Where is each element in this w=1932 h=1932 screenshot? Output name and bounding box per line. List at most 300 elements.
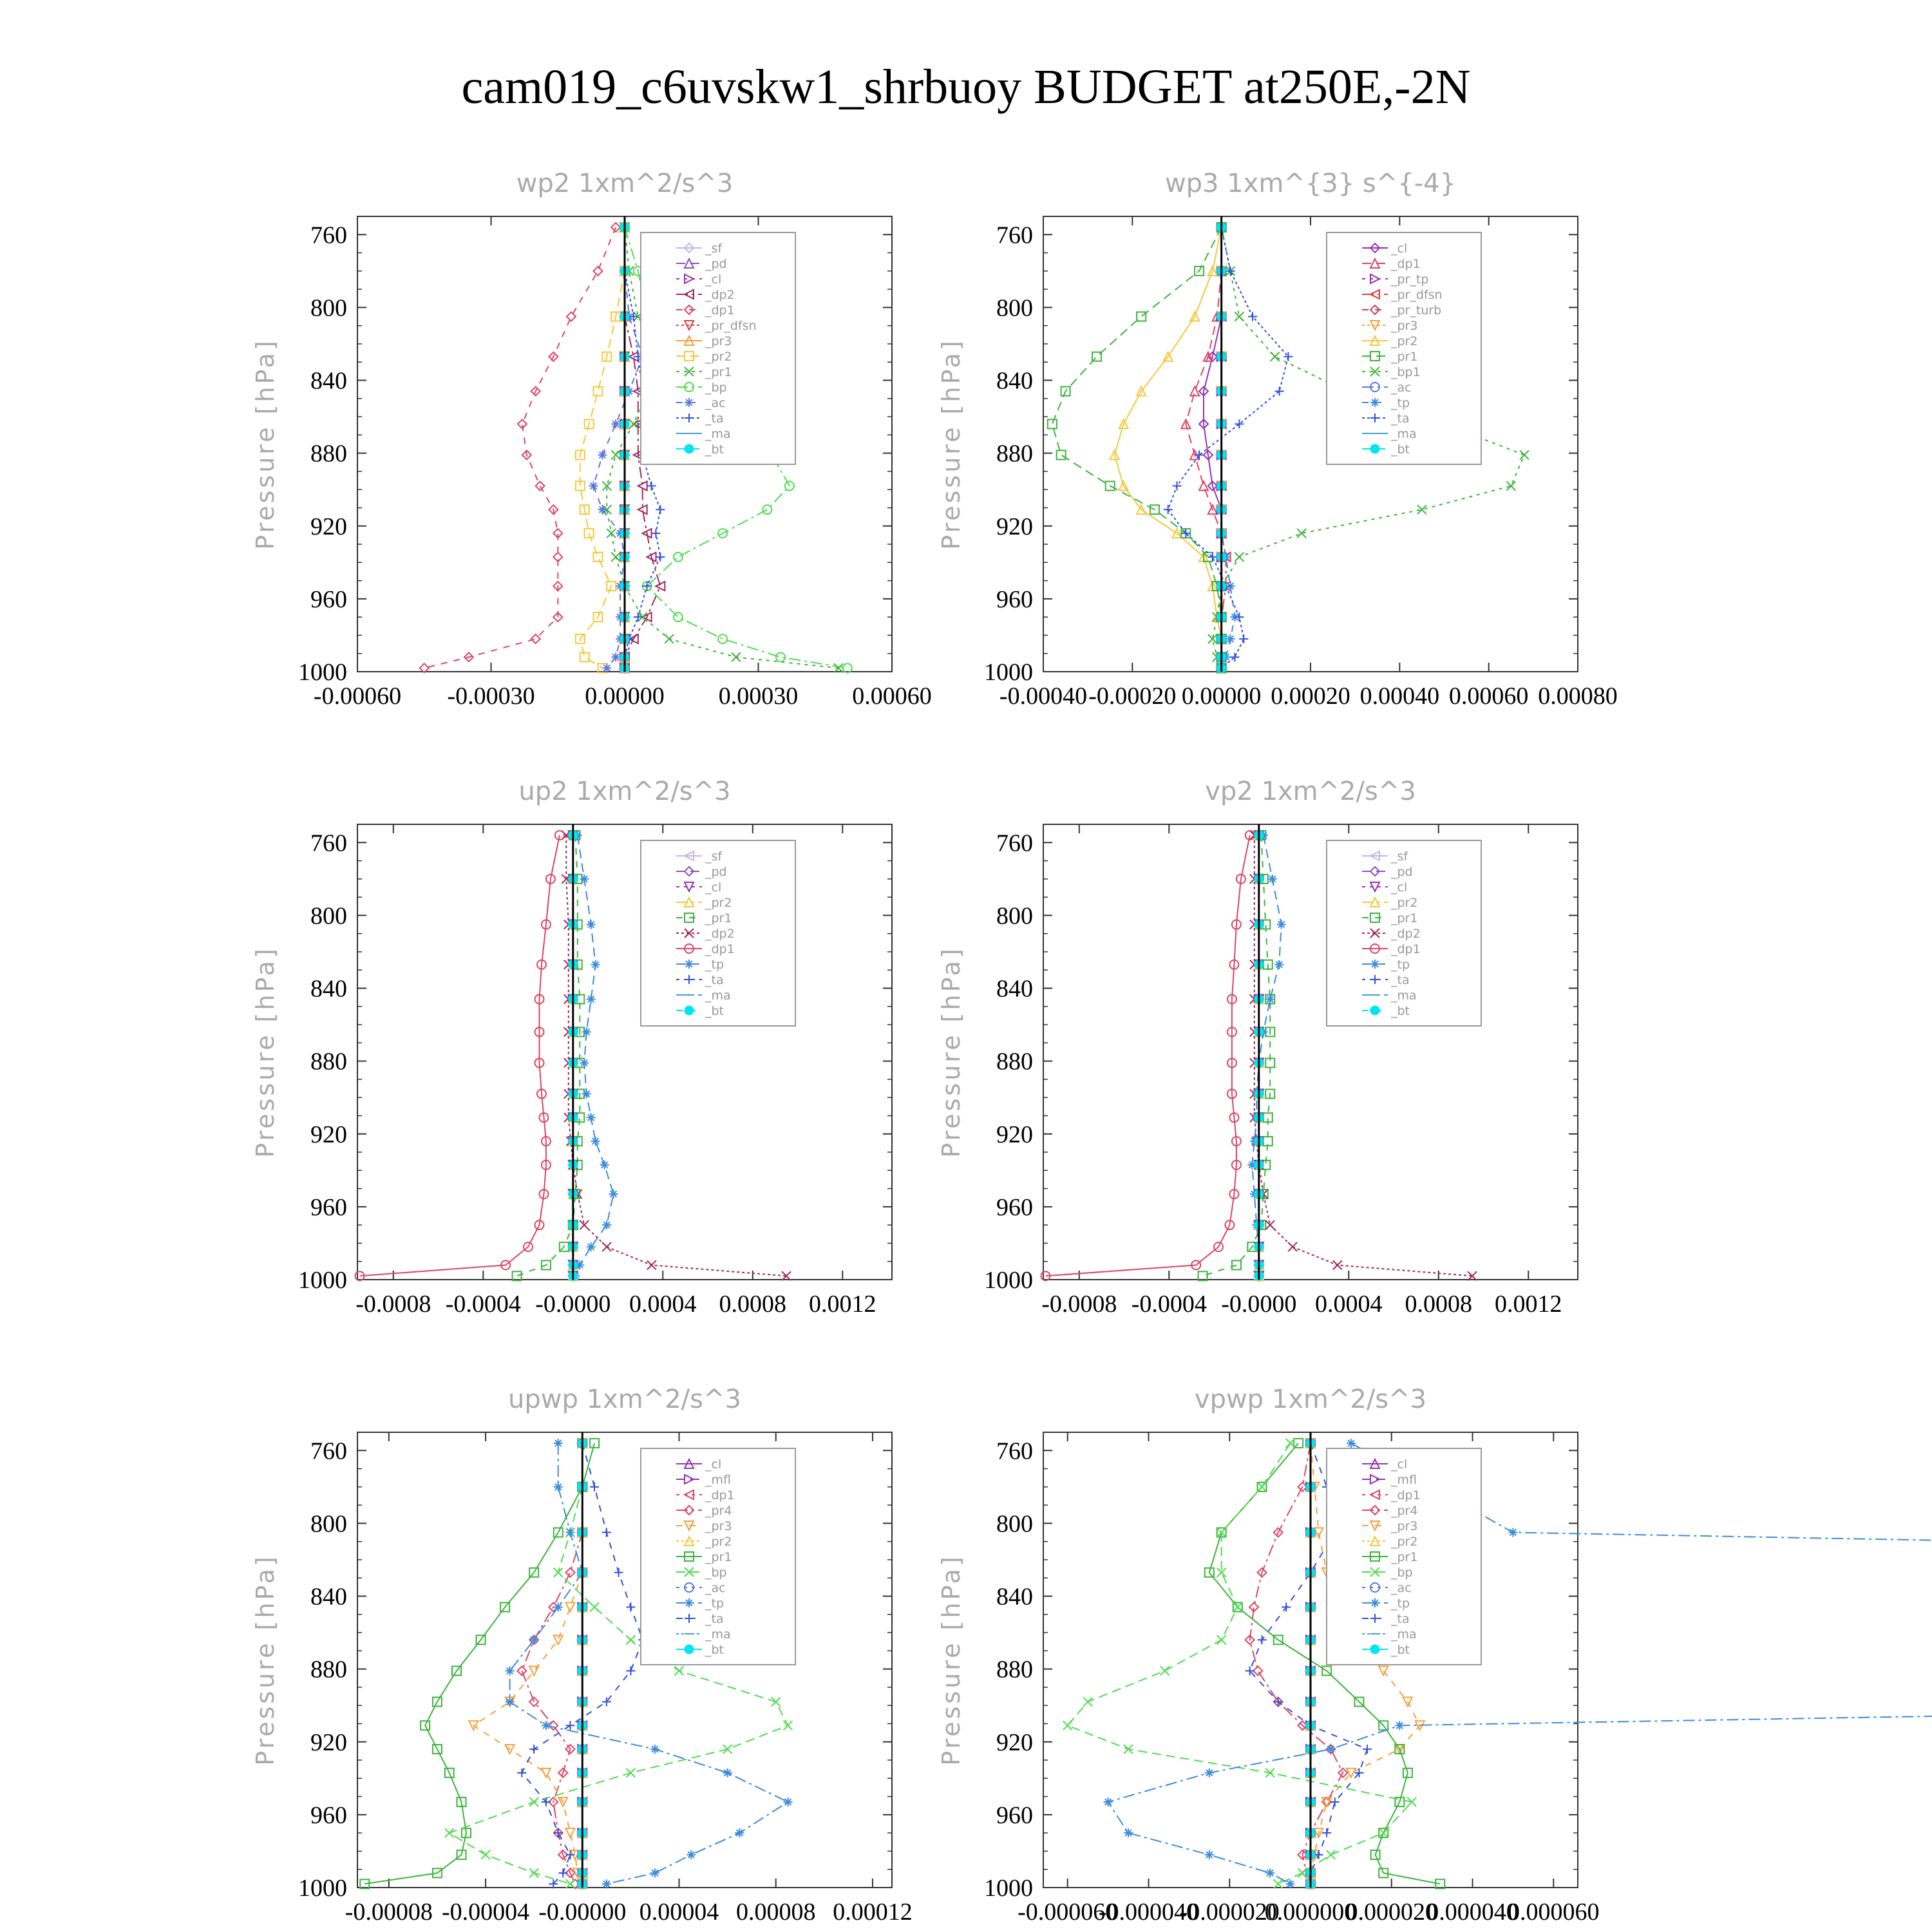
data-point <box>554 1635 563 1644</box>
legend-label: _bt <box>1391 1643 1410 1657</box>
data-point <box>1160 1666 1170 1675</box>
legend-label: _sf <box>705 242 723 256</box>
panel-3 <box>251 777 892 1318</box>
legend <box>1327 840 1481 1026</box>
legend-label: _tp <box>1391 1596 1410 1611</box>
data-point <box>611 419 620 428</box>
data-point <box>674 553 683 562</box>
data-point <box>723 1768 732 1777</box>
legend <box>641 1448 795 1665</box>
data-point <box>591 1137 600 1146</box>
y-tick-label: 960 <box>310 1193 347 1221</box>
data-point <box>1217 1635 1226 1644</box>
panel-title: up2 1xm^2/s^3 <box>518 777 731 806</box>
data-point <box>1048 419 1057 428</box>
y-tick-label: 880 <box>310 1656 347 1683</box>
x-tick-label: 0.00004 <box>639 1899 719 1926</box>
legend-label: _pr2 <box>705 896 732 910</box>
x-tick-label: 0.00040 <box>1359 683 1440 710</box>
series-line <box>1168 227 1289 668</box>
data-point <box>675 1666 684 1675</box>
legend-label: _ma <box>705 1627 731 1642</box>
figure-title: cam019_c6uvskw1_shrbuoy BUDGET at250E,-2N <box>461 60 1471 114</box>
x-tick-label: 0.00000 <box>1181 683 1262 710</box>
legend-label: _cl <box>705 272 722 287</box>
data-point <box>1395 1721 1404 1730</box>
legend-label: _pr1 <box>705 365 732 379</box>
panel-4 <box>937 777 1578 1318</box>
data-point <box>565 1828 574 1837</box>
legend-label: _pr1 <box>705 1550 732 1564</box>
legend-label: _pr4 <box>1391 1504 1418 1518</box>
data-point <box>1253 1666 1262 1675</box>
data-point <box>1057 450 1066 459</box>
data-point <box>542 1768 551 1777</box>
legend-label: _dp2 <box>705 288 735 302</box>
x-tick-label: -0.0004 <box>445 1291 521 1318</box>
series-pr2 <box>576 223 629 672</box>
legend-label: _bp1 <box>1391 365 1421 379</box>
series-tp <box>1104 1439 1932 1888</box>
data-point <box>580 875 589 884</box>
x-tick-label: -0.00030 <box>447 683 535 710</box>
legend-marker <box>1370 398 1379 407</box>
x-tick-label: 0.00030 <box>718 683 799 710</box>
legend-label: _ma <box>705 989 731 1003</box>
data-point <box>1226 634 1235 643</box>
x-tick-label: -0.00040 <box>999 683 1088 710</box>
data-point <box>1508 1528 1517 1537</box>
x-tick-label: 0.0004 <box>1315 1291 1383 1318</box>
x-tick-label: -0.00020 <box>1088 683 1177 710</box>
legend <box>641 840 795 1026</box>
y-axis-label: Pressure [hPa] <box>251 1554 279 1766</box>
data-point <box>626 1635 635 1644</box>
data-point <box>784 1721 793 1730</box>
data-point <box>1235 612 1244 621</box>
y-tick-label: 760 <box>310 1437 347 1465</box>
data-point <box>735 1828 744 1837</box>
y-tick-label: 920 <box>310 513 347 540</box>
legend-label: _sf <box>705 849 723 864</box>
data-point <box>1239 634 1248 643</box>
y-tick-label: 840 <box>310 1583 347 1611</box>
x-tick-label: -0.0004 <box>1131 1291 1207 1318</box>
legend-label: _pr2 <box>705 1535 732 1549</box>
data-point <box>1258 1482 1267 1492</box>
data-point <box>1322 1828 1331 1837</box>
legend-label: _ma <box>1391 1627 1417 1642</box>
series-line <box>424 227 616 668</box>
data-point <box>1265 1220 1274 1229</box>
data-point <box>587 994 596 1003</box>
data-point <box>650 1745 659 1754</box>
legend-label: _dp2 <box>705 927 735 941</box>
legend-label: _pr2 <box>705 350 732 364</box>
legend-marker <box>685 444 694 453</box>
x-tick-label: 0.0012 <box>809 1291 876 1318</box>
data-point <box>1363 1745 1372 1754</box>
data-point <box>565 1528 574 1537</box>
data-point <box>565 1602 574 1611</box>
legend-label: _pr_dfsn <box>1391 288 1443 302</box>
plot-frame <box>1043 824 1578 1280</box>
data-point <box>602 1220 611 1229</box>
x-tick-label: 0.0012 <box>1495 1291 1562 1318</box>
data-point <box>626 1768 635 1777</box>
legend-label: _pr3 <box>705 1519 732 1533</box>
series-dp1 <box>355 831 564 1280</box>
plot-frame <box>357 824 892 1280</box>
data-point <box>1265 994 1274 1003</box>
legend-label: _bp <box>1391 1566 1413 1580</box>
series-line <box>522 1443 582 1884</box>
y-axis-label: Pressure [hPa] <box>251 946 279 1158</box>
y-tick-label: 880 <box>310 440 347 468</box>
x-tick-label: 0.00060 <box>1448 683 1529 710</box>
y-tick-label: 800 <box>310 1510 347 1538</box>
data-point <box>506 1666 515 1675</box>
data-point <box>1063 1721 1072 1730</box>
data-point <box>1208 553 1217 562</box>
y-tick-label: 960 <box>996 1193 1033 1221</box>
y-tick-label: 920 <box>310 1728 347 1756</box>
series-pr4 <box>517 1439 587 1888</box>
data-point <box>554 1602 563 1611</box>
data-point <box>1104 1797 1113 1806</box>
x-tick-label: 0.00020 <box>1271 683 1350 710</box>
data-point <box>650 1868 659 1877</box>
data-point <box>542 1721 551 1730</box>
series-line <box>1252 835 1281 1276</box>
y-tick-label: 800 <box>996 1510 1033 1538</box>
data-point <box>656 582 665 591</box>
x-tick-label: 0.00008 <box>735 1899 816 1926</box>
legend-label: _cl <box>705 880 722 895</box>
data-point <box>1275 386 1284 395</box>
y-tick-label: 800 <box>996 294 1033 322</box>
legend-marker <box>1370 1598 1379 1607</box>
data-point <box>529 1635 538 1644</box>
data-point <box>626 1602 635 1611</box>
panel-title: upwp 1xm^2/s^3 <box>508 1385 741 1414</box>
y-tick-label: 960 <box>310 585 347 613</box>
legend-label: _ta <box>705 1612 724 1626</box>
series-line <box>580 227 625 668</box>
x-tick-label: -0.0008 <box>1041 1291 1117 1318</box>
y-tick-label: 760 <box>996 1437 1033 1465</box>
legend-label: _tp <box>1391 958 1410 972</box>
y-tick-label: 800 <box>310 294 347 322</box>
data-point <box>567 312 576 321</box>
series-line <box>1203 835 1271 1276</box>
data-point <box>1282 1602 1291 1611</box>
y-tick-label: 840 <box>996 1583 1033 1611</box>
y-tick-label: 1000 <box>984 1267 1033 1294</box>
x-tick-label: -0.00004 <box>441 1899 530 1926</box>
data-point <box>554 1568 563 1577</box>
data-point <box>611 553 620 562</box>
plot-frame <box>1043 216 1578 672</box>
legend-marker <box>685 960 694 969</box>
legend-label: _mfl <box>705 1473 731 1487</box>
data-point <box>1265 1868 1274 1877</box>
x-tick-label: -0.000020 <box>1179 1899 1280 1926</box>
data-point <box>1326 1745 1335 1754</box>
legend-label: _dp1 <box>705 942 735 956</box>
data-point <box>1322 1797 1331 1806</box>
data-point <box>1333 1260 1342 1269</box>
panel-title: wp3 1xm^{3} s^{-4} <box>1164 169 1457 198</box>
data-point <box>554 1482 563 1492</box>
y-tick-label: 920 <box>996 1728 1033 1756</box>
data-point <box>1190 386 1199 395</box>
x-tick-label: 0.000040 <box>1426 1899 1519 1926</box>
data-point <box>529 1797 538 1806</box>
series-line <box>1046 835 1250 1276</box>
legend-label: _ta <box>1391 973 1410 987</box>
series-tp <box>1247 831 1285 1280</box>
data-point <box>558 1868 567 1877</box>
panel-2 <box>937 169 1618 710</box>
y-tick-label: 800 <box>310 902 347 930</box>
series-tp <box>571 831 618 1280</box>
data-point <box>589 482 598 491</box>
data-point <box>531 634 540 643</box>
legend <box>1327 1448 1481 1665</box>
legend-marker <box>685 1645 694 1654</box>
x-tick-label: 0.00012 <box>833 1899 913 1926</box>
data-point <box>1277 920 1286 929</box>
data-point <box>1258 1635 1267 1644</box>
legend-label: _tp <box>705 958 724 972</box>
data-point <box>1271 352 1280 361</box>
legend-label: _pr1 <box>1391 911 1418 925</box>
plot-frame <box>357 1432 892 1888</box>
legend <box>1327 232 1481 464</box>
data-point <box>582 1027 591 1036</box>
x-tick-label: 0.00000 <box>585 683 665 710</box>
legend-marker <box>1370 1006 1379 1015</box>
data-point <box>602 1528 611 1537</box>
series-line <box>1108 1443 1932 1884</box>
y-tick-label: 1000 <box>298 1267 347 1294</box>
legend-label: _tp <box>705 1596 724 1611</box>
data-point <box>656 505 665 514</box>
legend-label: _pr2 <box>1391 334 1418 348</box>
y-tick-label: 840 <box>310 367 347 395</box>
legend-label: _mfl <box>1391 1473 1417 1487</box>
legend-label: _dp1 <box>705 303 735 317</box>
legend-label: _pr4 <box>705 1504 732 1518</box>
legend-label: _bp <box>705 1566 727 1580</box>
series-pr1 <box>1198 831 1275 1280</box>
data-point <box>1347 1439 1356 1448</box>
legend-marker <box>685 1598 694 1607</box>
x-tick-label: 0.00080 <box>1538 683 1618 710</box>
panel-6 <box>937 1385 1932 1926</box>
series-line <box>365 1443 594 1884</box>
data-point <box>723 1745 732 1754</box>
data-point <box>1288 1242 1297 1251</box>
data-point <box>1233 1602 1242 1611</box>
y-tick-label: 840 <box>996 975 1033 1003</box>
x-tick-label: 0.0008 <box>1405 1291 1473 1318</box>
x-tick-label: -0.00000 <box>538 1899 627 1926</box>
data-point <box>609 1189 618 1198</box>
series-ta <box>1164 223 1293 672</box>
x-tick-label: 0.00060 <box>852 683 932 710</box>
data-point <box>1274 960 1283 969</box>
data-point <box>582 1090 591 1099</box>
series-pr1 <box>1048 223 1226 672</box>
data-point <box>565 1568 574 1577</box>
data-point <box>529 1868 538 1877</box>
data-point <box>1164 505 1173 514</box>
data-point <box>580 1058 589 1067</box>
legend-label: _tp <box>1391 396 1410 410</box>
legend-marker <box>1370 960 1379 969</box>
data-point <box>587 1113 596 1122</box>
panel-1 <box>251 169 932 710</box>
data-point <box>1235 553 1244 562</box>
x-tick-label: 0.000020 <box>1345 1899 1438 1926</box>
series-dp1 <box>420 223 620 672</box>
y-tick-label: 960 <box>996 585 1033 613</box>
x-tick-label: -0.0000 <box>535 1291 611 1318</box>
y-tick-label: 960 <box>310 1801 347 1829</box>
data-point <box>580 1220 589 1229</box>
y-axis-label: Pressure [hPa] <box>937 946 965 1158</box>
data-point <box>565 1850 574 1859</box>
y-tick-label: 920 <box>996 513 1033 540</box>
y-tick-label: 880 <box>996 1048 1033 1075</box>
legend-label: _pr3 <box>1391 1519 1418 1533</box>
data-point <box>587 1242 596 1251</box>
x-tick-label: -0.0000 <box>1221 1291 1297 1318</box>
y-tick-label: 880 <box>996 440 1033 468</box>
legend-label: _bt <box>705 1004 724 1018</box>
y-tick-label: 760 <box>310 222 347 249</box>
legend-label: _ac <box>1391 1581 1412 1595</box>
data-point <box>1274 1698 1283 1707</box>
data-point <box>1520 450 1529 459</box>
legend-label: _dp1 <box>1391 1488 1421 1502</box>
data-point <box>651 529 660 538</box>
legend-label: _ac <box>1391 381 1412 395</box>
x-tick-label: 0.0004 <box>629 1291 697 1318</box>
data-point <box>626 1666 635 1675</box>
legend-marker <box>685 398 694 407</box>
y-tick-label: 840 <box>996 367 1033 395</box>
y-tick-label: 960 <box>996 1801 1033 1829</box>
legend-label: _pr_tp <box>1391 272 1429 287</box>
legend-label: _pr3 <box>1391 319 1418 333</box>
series-line <box>360 835 560 1276</box>
data-point <box>665 634 674 643</box>
data-point <box>1173 482 1182 491</box>
legend-marker <box>685 1006 694 1015</box>
y-tick-label: 1000 <box>984 1875 1033 1902</box>
legend-label: _pd <box>1391 865 1413 879</box>
legend-label: _dp1 <box>1391 257 1421 271</box>
y-tick-label: 1000 <box>298 659 347 686</box>
y-tick-label: 880 <box>310 1048 347 1075</box>
x-tick-label: -0.00060 <box>313 683 402 710</box>
data-point <box>674 612 683 621</box>
series-pr3 <box>469 1439 587 1888</box>
y-tick-label: 1000 <box>298 1875 347 1902</box>
data-point <box>594 386 603 395</box>
data-point <box>687 1850 696 1859</box>
legend-label: _pr2 <box>1391 896 1418 910</box>
data-point <box>1199 482 1208 491</box>
panel-title: vpwp 1xm^2/s^3 <box>1194 1385 1427 1414</box>
data-point <box>614 1568 623 1577</box>
panel-5 <box>251 1385 913 1926</box>
series-dp1 <box>1041 831 1254 1280</box>
legend-label: _ta <box>705 973 724 987</box>
y-tick-label: 1000 <box>984 659 1033 686</box>
y-tick-label: 840 <box>310 975 347 1003</box>
legend-label: _bt <box>705 442 724 457</box>
data-point <box>445 1828 454 1837</box>
legend-label: _ac <box>705 396 726 410</box>
data-point <box>602 1879 611 1888</box>
data-point <box>529 1666 538 1675</box>
data-point <box>554 1828 563 1837</box>
data-point <box>594 553 603 562</box>
data-point <box>1230 652 1239 661</box>
legend-label: _dp1 <box>705 1488 735 1502</box>
legend-label: _pd <box>705 865 727 879</box>
data-point <box>1268 875 1277 884</box>
legend-label: _pr3 <box>705 334 732 348</box>
data-point <box>602 1242 611 1251</box>
data-point <box>554 1439 563 1448</box>
data-point <box>718 634 727 643</box>
x-tick-label: -0.000040 <box>1098 1899 1199 1926</box>
data-point <box>656 553 665 562</box>
data-point <box>580 652 589 661</box>
series-line <box>1204 227 1222 668</box>
data-point <box>732 652 741 661</box>
legend-label: _sf <box>1391 849 1408 864</box>
data-point <box>590 1439 599 1448</box>
legend-label: _bt <box>1391 442 1410 457</box>
data-point <box>1083 1698 1092 1707</box>
legend-label: _dp1 <box>1391 942 1421 956</box>
data-point <box>600 1160 609 1170</box>
legend-label: _ma <box>705 427 731 441</box>
legend-label: _pr_dfsn <box>705 319 757 333</box>
legend-label: _cl <box>705 1457 722 1472</box>
legend-label: _pr1 <box>705 911 732 925</box>
data-point <box>1205 1850 1214 1859</box>
legend <box>641 232 795 464</box>
x-tick-label: -0.0008 <box>355 1291 431 1318</box>
legend-label: _ma <box>1391 427 1417 441</box>
data-point <box>598 450 607 459</box>
data-point <box>611 450 620 459</box>
data-point <box>517 1768 526 1777</box>
data-point <box>594 267 603 276</box>
series-line <box>1115 227 1222 668</box>
legend-label: _ta <box>705 412 724 426</box>
data-point <box>590 1482 599 1492</box>
legend-label: _ac <box>705 1581 726 1595</box>
data-point <box>772 1698 781 1707</box>
